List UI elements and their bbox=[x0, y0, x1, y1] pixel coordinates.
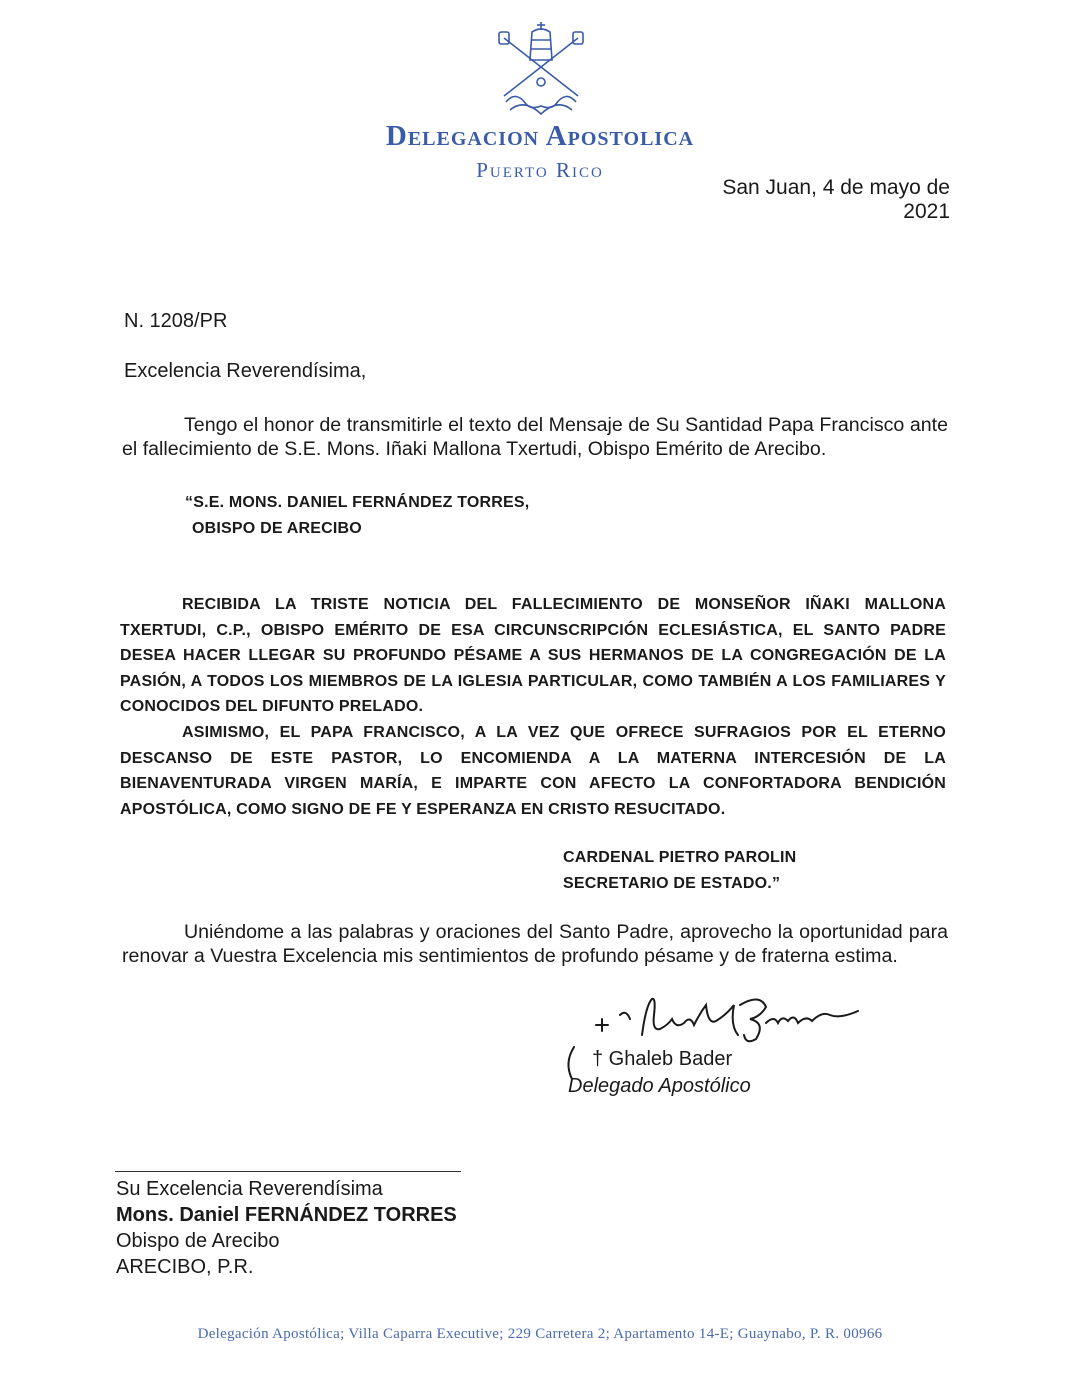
signer-line-1: CARDENAL PIETRO PAROLIN bbox=[563, 849, 797, 866]
footer-address: Delegación Apostólica; Villa Caparra Executive; 229 Carretera 2; Apartamento 14-E; Guaynabo, P. R. 00966 bbox=[197, 1326, 883, 1342]
organization-region: Puerto Rico bbox=[476, 158, 604, 182]
signer-name: † Ghaleb Bader bbox=[592, 1048, 733, 1070]
message-paragraph-1: RECIBIDA LA TRISTE NOTICIA DEL FALLECIMIENTO DE MONSEÑOR IÑAKI MALLONA TXERTUDI, C.P., OBISPO EMÉRITO DE ESA CIRCUNSCRIPCIÓN ECLESIÁSTICA, EL SANTO PADRE DESEA HACER LLEGAR SU PROFUNDO PÉSAME A SUS HERMANOS DE LA CONGREGACIÓN DE LA PASIÓN, A TODOS LOS MIEMBROS DE LA IGLESIA PARTICULAR, COMO TAMBIÉN A LOS FAMILIARES Y CONOCIDOS DEL DIFUNTO PRELADO. bbox=[120, 596, 946, 715]
recipient-location: ARECIBO, P.R. bbox=[116, 1256, 254, 1278]
message-signer bbox=[563, 845, 796, 896]
recipient-line-1: Su Excelencia Reverendísima bbox=[116, 1178, 383, 1200]
divider-line bbox=[115, 1171, 461, 1172]
intro-paragraph: Tengo el honor de transmitirle el texto del Mensaje de Su Santidad Papa Francisco ante el fallecimiento de S.E. Mons. Iñaki Mallona Txertudi, Obispo Emérito de Arecibo. bbox=[122, 414, 948, 460]
recipient-title: Obispo de Arecibo bbox=[116, 1230, 280, 1252]
salutation: Excelencia Reverendísima, bbox=[124, 360, 367, 382]
addressee-line-1: “S.E. MONS. DANIEL FERNÁNDEZ TORRES, bbox=[185, 494, 530, 511]
organization-name: Delegacion Apostolica bbox=[385, 120, 695, 152]
message-addressee bbox=[185, 490, 529, 541]
signer-line-2: SECRETARIO DE ESTADO.” bbox=[563, 874, 781, 892]
papal-crest-icon bbox=[496, 20, 586, 120]
reference-number: N. 1208/PR bbox=[124, 310, 228, 332]
message-paragraph-2: ASIMISMO, EL PAPA FRANCISCO, A LA VEZ QUE OFRECE SUFRAGIOS POR EL ETERNO DESCANSO DE ESTE PASTOR, LO ENCOMIENDA A LA MATERNA INTERCESIÓN DE LA BIENAVENTURADA VIRGEN MARÍA, E IMPARTE CON AFECTO LA CONFORTADORA BENDICIÓN APOSTÓLICA, COMO SIGNO DE FE Y ESPERANZA EN CRISTO RESUCITADO. bbox=[120, 724, 946, 818]
signer-title: Delegado Apostólico bbox=[568, 1075, 751, 1097]
addressee-line-2: OBISPO DE ARECIBO bbox=[192, 519, 362, 537]
closing-paragraph: Uniéndome a las palabras y oraciones del Santo Padre, aprovecho la oportunidad para renovar a Vuestra Excelencia mis sentimientos de profundo pésame y de fraterna estima. bbox=[122, 921, 948, 967]
letter-date: San Juan, 4 de mayo de 2021 bbox=[722, 176, 950, 223]
recipient-name: Mons. Daniel FERNÁNDEZ TORRES bbox=[116, 1204, 457, 1226]
